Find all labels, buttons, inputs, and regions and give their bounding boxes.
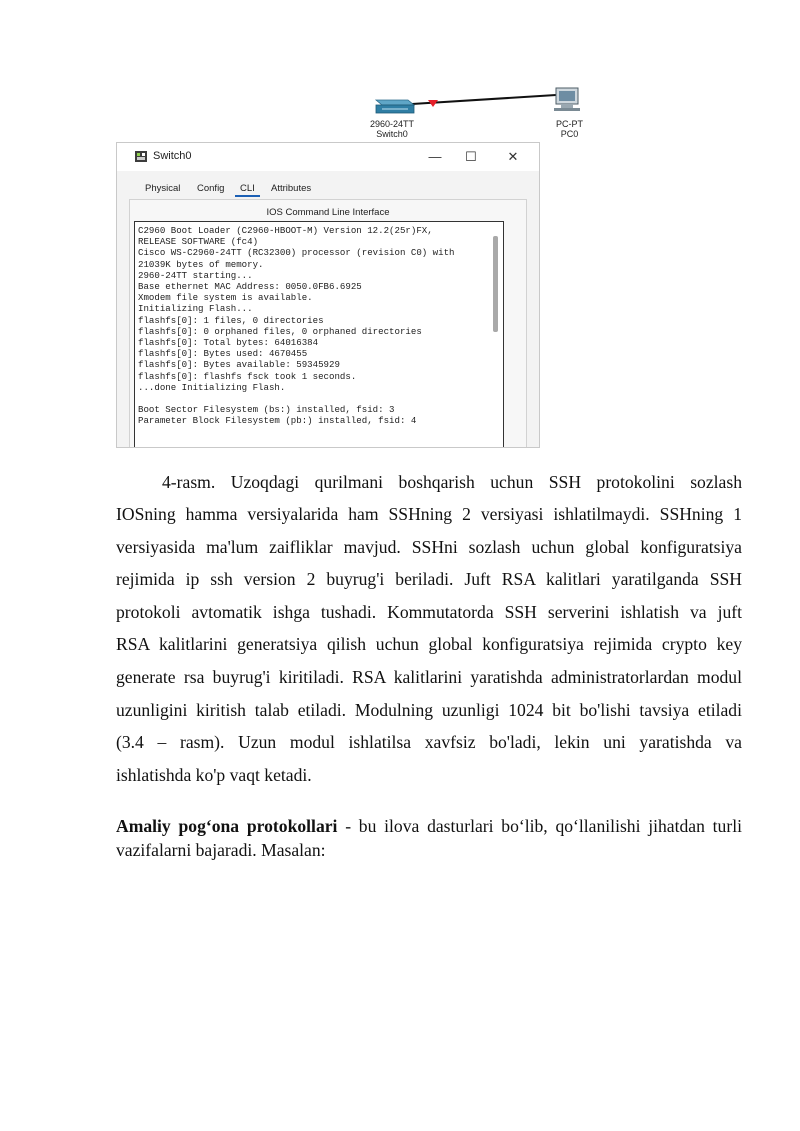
paragraph-line: (3.4 – rasm). Uzun modul ishlatilsa xavfsiz bo'ladi, lekin uni yaratishda va	[116, 732, 742, 753]
paragraph-line: ishlatishda ko'p vaqt ketadi.	[116, 764, 312, 785]
section-line-2: vazifalarni bajaradi. Masalan:	[116, 840, 326, 860]
tab-attributes[interactable]: Attributes	[271, 183, 312, 194]
paragraph-line: protokoli avtomatik ishga tushadi. Kommutatorda SSH serverini ishlatish va juft	[116, 601, 742, 622]
tab-bar	[131, 177, 525, 199]
minimize-button[interactable]: —	[428, 149, 442, 164]
pc-label	[556, 119, 583, 139]
section-paragraph	[116, 814, 742, 862]
switch-name: Switch0	[376, 129, 408, 139]
tab-physical[interactable]: Physical	[145, 183, 181, 194]
paragraph-line: IOSning hamma versiyalarida ham SSHning 2 versiyasi ishlatilmaydi. SSHning 1	[116, 504, 742, 524]
window-titlebar[interactable]	[117, 143, 539, 171]
pc-icon	[554, 88, 580, 111]
device-window	[116, 142, 540, 448]
switch-model: 2960-24TT	[370, 119, 415, 129]
paragraph-line: versiyasida ma'lum zaifliklar mavjud. SSHni sozlash uchun global konfiguratsiya	[116, 536, 742, 557]
body-paragraph	[116, 498, 742, 791]
console-scrollbar[interactable]	[493, 236, 498, 332]
window-title: Switch0	[153, 150, 192, 162]
paragraph-line: RSA kalitlarini generatsiya qilish uchun global konfiguratsiya rejimida crypto key	[116, 634, 742, 655]
maximize-button[interactable]: ☐	[465, 149, 477, 164]
network-topology	[360, 86, 600, 144]
section-heading: Amaliy pog‘ona protokollari	[116, 816, 338, 836]
panel-title: IOS Command Line Interface	[266, 207, 390, 218]
tab-config[interactable]: Config	[197, 183, 225, 194]
section-line-1	[116, 814, 742, 838]
section-text: - bu ilova dasturlari bo‘lib, qo‘llanilishi jihatdan turli	[337, 816, 742, 836]
pc-name: PC0	[560, 129, 579, 139]
cli-console[interactable]	[134, 221, 504, 448]
figure-caption	[116, 470, 742, 494]
switch-icon	[376, 100, 414, 113]
paragraph-line: uzunligini kiritish talab etiladi. Modulning uzunligi 1024 bit bo'lishi tavsiya etiladi	[116, 699, 742, 720]
paragraph-line: generate rsa buyrug'i kiritiladi. RSA kalitlarini yaratishda administratorlardan modul	[116, 666, 742, 687]
switch-label	[370, 119, 414, 139]
tab-cli[interactable]: CLI	[235, 183, 260, 197]
pc-model: PC-PT	[556, 119, 583, 129]
close-button[interactable]: ✕	[507, 149, 519, 164]
paragraph-line: rejimida ip ssh version 2 buyrug'i beriladi. Juft RSA kalitlari yaratilganda SSH	[116, 569, 742, 590]
caption-text: 4-rasm. Uzoqdagi qurilmani boshqarish uchun SSH protokolini sozlash	[162, 472, 742, 492]
app-icon	[135, 151, 147, 162]
console-output: C2960 Boot Loader (C2960-HBOOT-M) Version 12.2(25r)FX, RELEASE SOFTWARE (fc4) Cisco WS-C2960-24TT (RC32300) processor (revision C0) with 21039K bytes of memory. 2960-24TT starting... Base ethernet MAC Address: 0050.0FB6.6925 Xmodem file system is available. Initializing Flash... flashfs[0]: 1 files, 0 directories flashfs[0]: 0 orphaned files, 0 orphaned directories flashfs[0]: Total bytes: 64016384 flashfs[0]: Bytes used: 4670455 flashfs[0]: Bytes available: 59345929 flashfs[0]: flashfs fsck took 1 seconds. ...done Initializing Flash. Boot Sector Filesystem (bs:) installed, fsid: 3 Parameter Block Filesystem (pb:) installed, fsid: 4	[138, 225, 455, 427]
